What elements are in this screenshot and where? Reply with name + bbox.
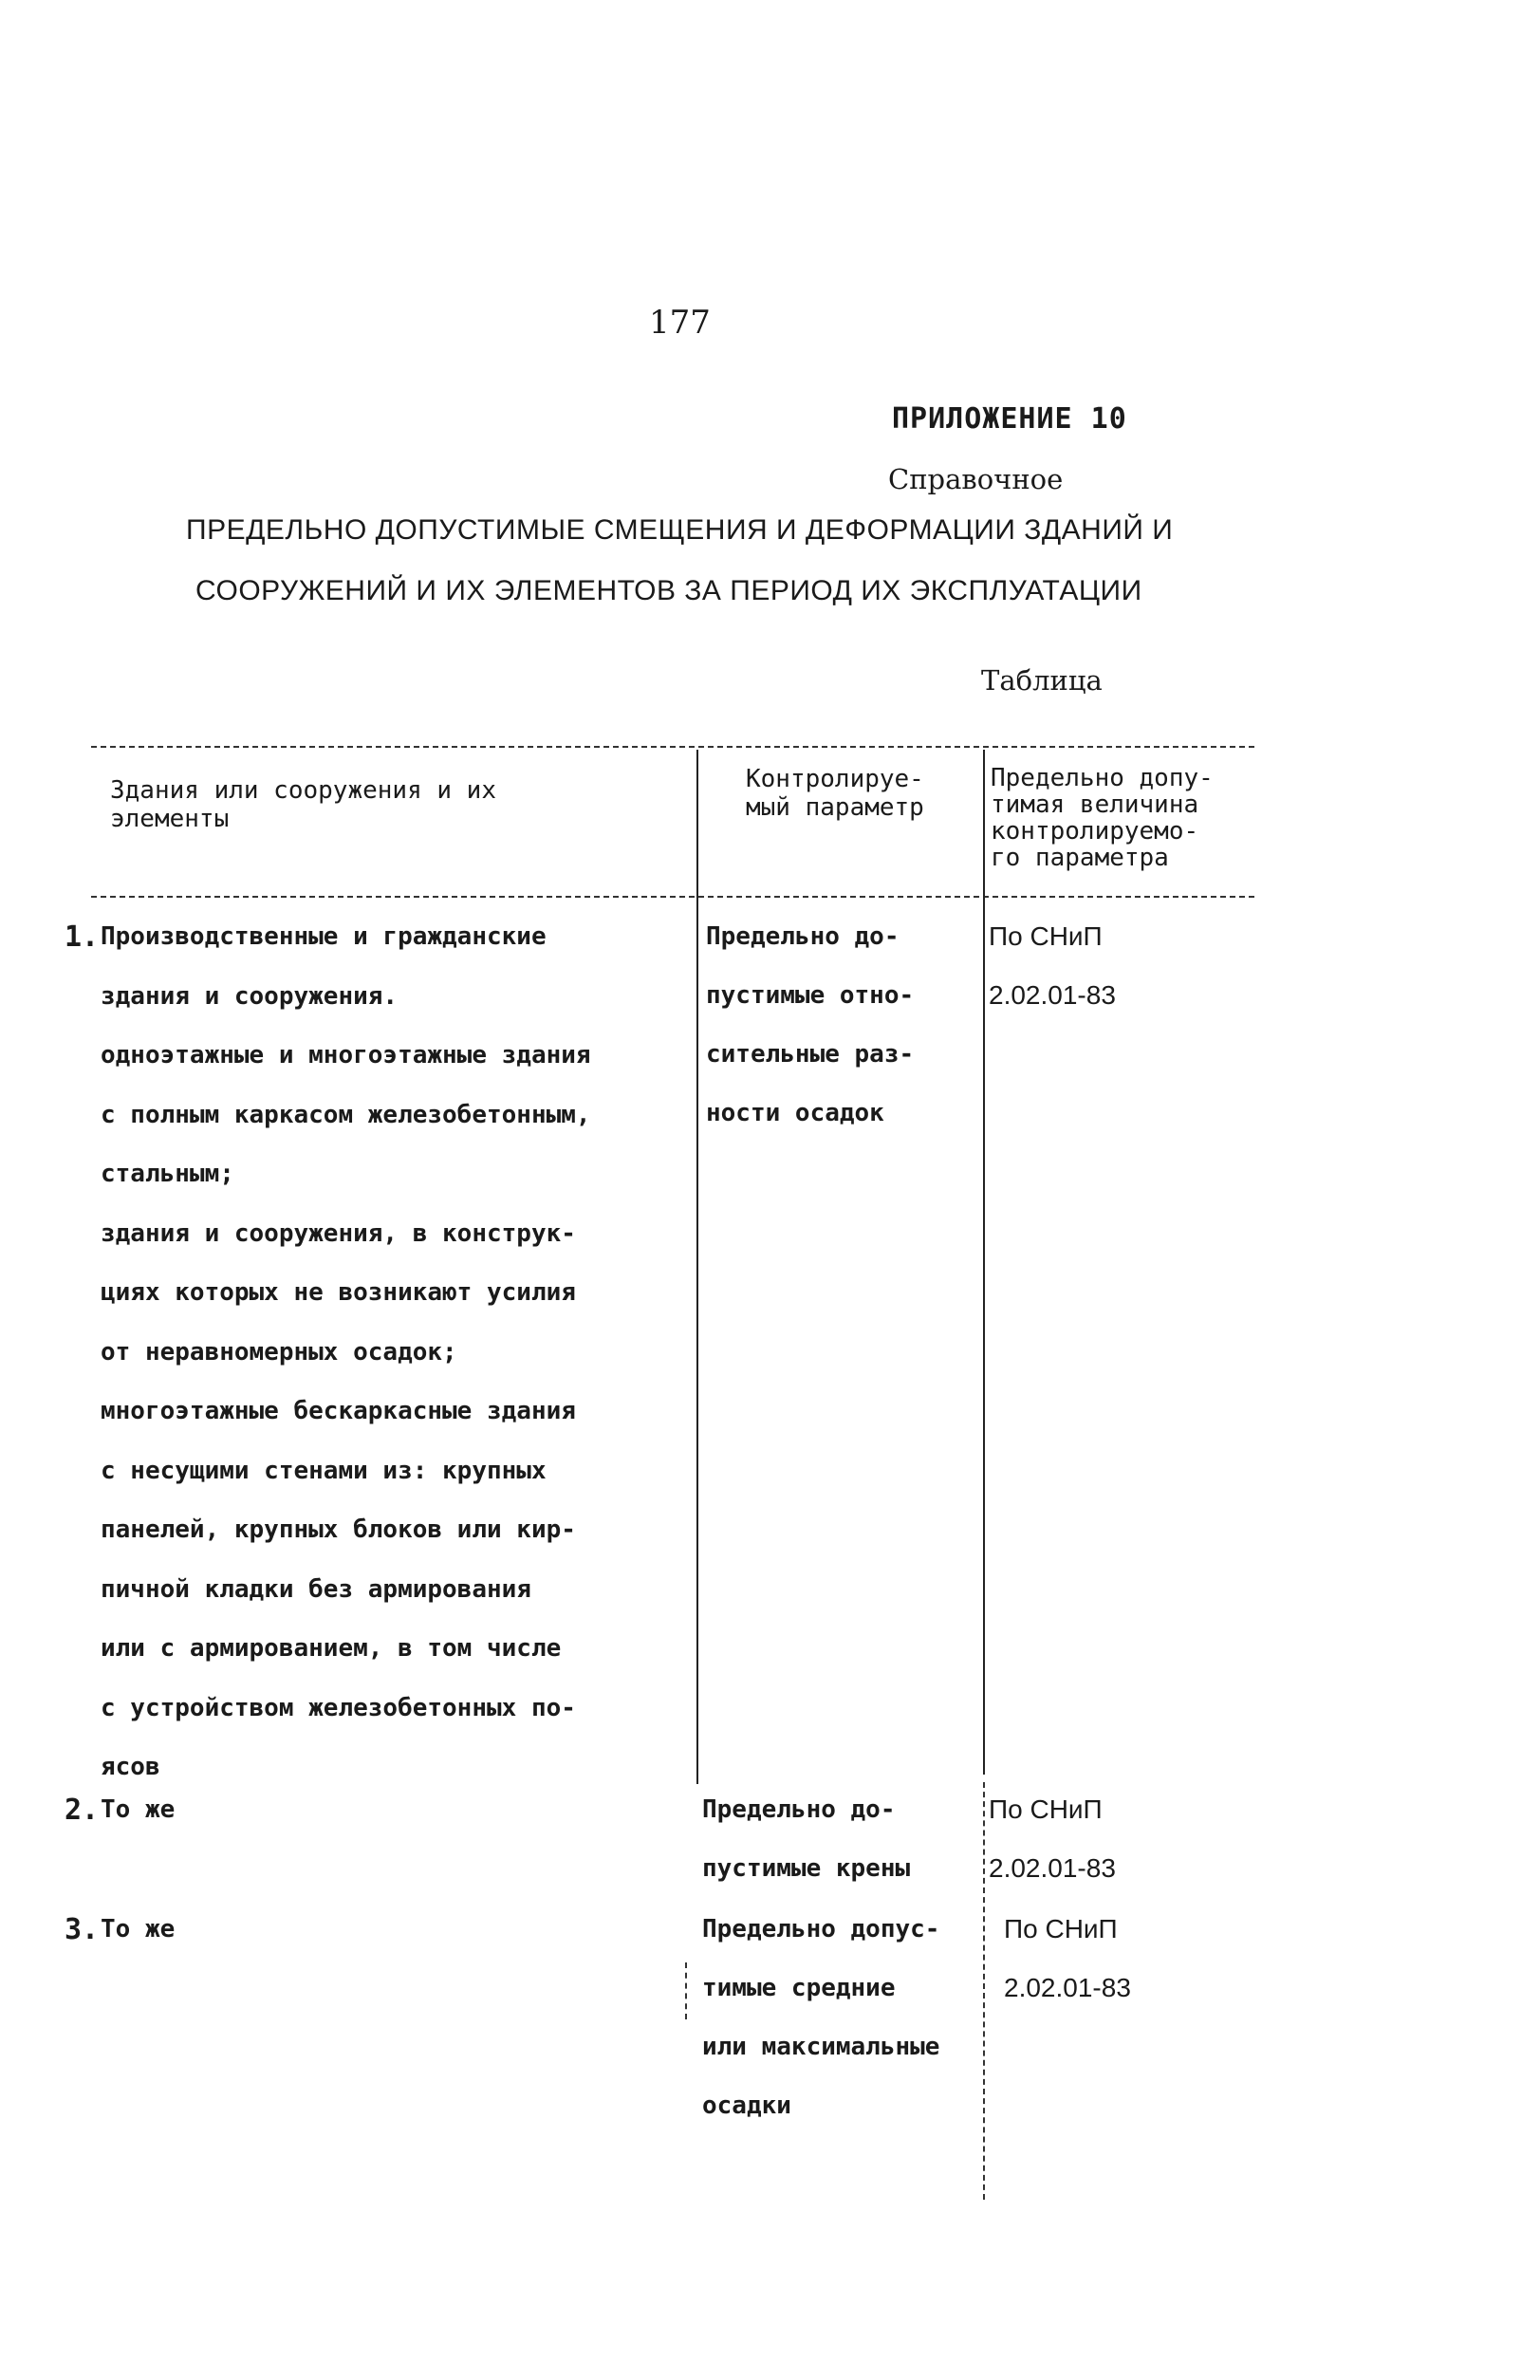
header-parameter-line: Контролируе- <box>746 765 924 793</box>
document-title-line-2: СООРУЖЕНИЙ И ИХ ЭЛЕМЕНТОВ ЗА ПЕРИОД ИХ ЭКСПЛУАТАЦИИ <box>195 575 1142 606</box>
text-line: осадки <box>702 2092 791 2120</box>
table-header-rule <box>91 896 1254 898</box>
row-2-limit <box>989 1780 1116 1898</box>
header-buildings-line: Здания или сооружения и их <box>110 776 496 805</box>
row-2-parameter <box>702 1780 910 1898</box>
text-line: стальным; <box>101 1160 234 1188</box>
header-parameter-line: мый параметр <box>746 793 924 822</box>
text-line: многоэтажные бескаркасные здания <box>101 1397 576 1425</box>
text-line: пичной кладки без армирования <box>101 1574 531 1604</box>
text-line: от неравномерных осадок; <box>101 1337 457 1367</box>
text-line: Предельно допус- <box>702 1915 940 1943</box>
text-line: 2.02.01-83 <box>989 1853 1116 1883</box>
header-buildings <box>110 776 496 833</box>
text-line: 2.02.01-83 <box>989 980 1116 1010</box>
row-1-number: 1. <box>65 920 100 954</box>
table-top-rule <box>91 746 1254 748</box>
text-line: 2.02.01-83 <box>1004 1973 1131 2002</box>
text-line: тимые средние <box>702 1974 896 2002</box>
text-line: По СНиП <box>1004 1914 1118 1943</box>
appendix-label: ПРИЛОЖЕНИЕ 10 <box>892 402 1127 436</box>
row-3-number: 3. <box>65 1913 100 1946</box>
row-1-parameter <box>706 907 914 1143</box>
text-line: Предельно до- <box>706 922 900 951</box>
document-title-line-1: ПРЕДЕЛЬНО ДОПУСТИМЫЕ СМЕЩЕНИЯ И ДЕФОРМАЦИИ ЗДАНИЙ И <box>186 514 1174 546</box>
header-buildings-line: элементы <box>110 805 230 833</box>
reference-label: Справочное <box>888 463 1064 495</box>
column-divider-1 <box>696 750 698 1784</box>
column-divider-1-lower <box>685 1962 687 2019</box>
text-line: сительные раз- <box>706 1040 915 1069</box>
header-limit <box>991 765 1214 871</box>
text-line: По СНиП <box>989 921 1103 951</box>
row-1-buildings <box>101 907 591 1797</box>
row-3-buildings <box>101 1900 175 1960</box>
text-line: или максимальные <box>702 2033 940 2061</box>
text-line: По СНиП <box>989 1794 1103 1824</box>
row-3-parameter <box>702 1900 939 2135</box>
text-line: или с армированием, в том числе <box>101 1634 562 1663</box>
text-line: с устройством железобетонных по- <box>101 1693 576 1722</box>
text-line: То же <box>101 1915 176 1943</box>
header-parameter <box>746 765 924 822</box>
text-line: одноэтажные и многоэтажные здания <box>101 1041 591 1069</box>
text-line: панелей, крупных блоков или кир- <box>101 1515 576 1544</box>
header-limit-line: тимая величина <box>991 790 1199 819</box>
text-line: с несущими стенами из: крупных <box>101 1456 547 1485</box>
text-line: пустимые отно- <box>706 981 915 1010</box>
row-3-limit <box>1004 1900 1131 2017</box>
column-divider-2-lower <box>983 1782 985 2200</box>
text-line: ясов <box>101 1753 160 1781</box>
row-2-buildings <box>101 1780 175 1840</box>
text-line: здания и сооружения. <box>101 981 399 1011</box>
page-number: 177 <box>649 304 711 342</box>
header-limit-line: контролируемо- <box>991 817 1199 846</box>
column-divider-2 <box>983 750 985 1775</box>
text-line: Производственные и гражданские <box>101 922 547 951</box>
text-line: Предельно до- <box>702 1795 896 1824</box>
row-1-limit <box>989 907 1116 1025</box>
text-line: пустимые крены <box>702 1854 911 1883</box>
row-2-number: 2. <box>65 1794 100 1827</box>
text-line: здания и сооружения, в конструк- <box>101 1218 576 1248</box>
header-limit-line: Предельно допу- <box>991 764 1214 792</box>
table-label: Таблица <box>981 664 1103 697</box>
text-line: циях которых не возникают усилия <box>101 1278 576 1307</box>
text-line: То же <box>101 1795 176 1824</box>
text-line: с полным каркасом железобетонным, <box>101 1100 591 1129</box>
text-line: ности осадок <box>706 1099 884 1127</box>
header-limit-line: го параметра <box>991 844 1169 872</box>
